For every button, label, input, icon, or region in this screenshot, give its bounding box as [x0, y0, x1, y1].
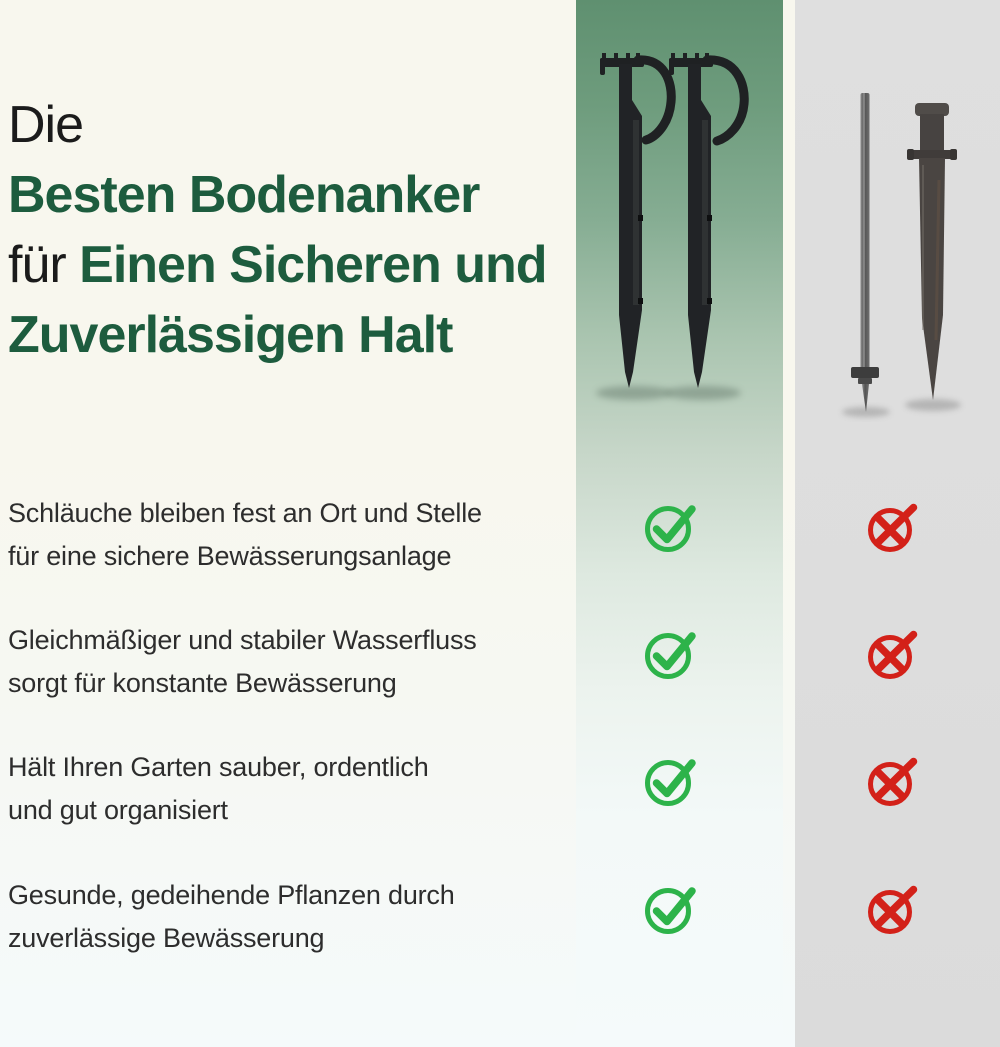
page-title [8, 90, 568, 370]
feature-row [0, 484, 1000, 576]
cross-circle-icon [864, 752, 922, 810]
cross-circle-icon [864, 498, 922, 556]
ground-anchor-stake [600, 53, 671, 388]
feature-row [0, 611, 1000, 703]
title-line-3: für Einen Sicheren und [8, 236, 547, 294]
feature-text: Gesunde, gedeihende Pflanzen durch zuverlässige Bewässerung [8, 880, 455, 953]
title-line-1: Die [8, 96, 84, 154]
check-circle-icon [643, 880, 701, 938]
title-line-2: Besten Bodenanker [8, 166, 480, 224]
check-circle-icon [643, 752, 701, 810]
feature-row [0, 866, 1000, 958]
title-line-4: Zuverlässigen Halt [8, 306, 453, 364]
product-stakes-image [576, 0, 783, 410]
cross-circle-icon [864, 880, 922, 938]
check-circle-icon [643, 498, 701, 556]
feature-text: Schläuche bleiben fest an Ort und Stelle für eine sichere Bewässerungsanlage [8, 498, 482, 571]
check-circle-icon [643, 625, 701, 683]
cross-circle-icon [864, 625, 922, 683]
competitor-stakes-image [795, 0, 1000, 430]
ground-anchor-stake [669, 53, 744, 388]
thick-tapered-stake [907, 103, 957, 400]
thin-rod-stake [851, 93, 879, 412]
feature-text: Hält Ihren Garten sauber, ordentlich und gut organisiert [8, 752, 429, 825]
feature-text: Gleichmäßiger und stabiler Wasserfluss sorgt für konstante Bewässerung [8, 625, 477, 698]
feature-row [0, 738, 1000, 830]
